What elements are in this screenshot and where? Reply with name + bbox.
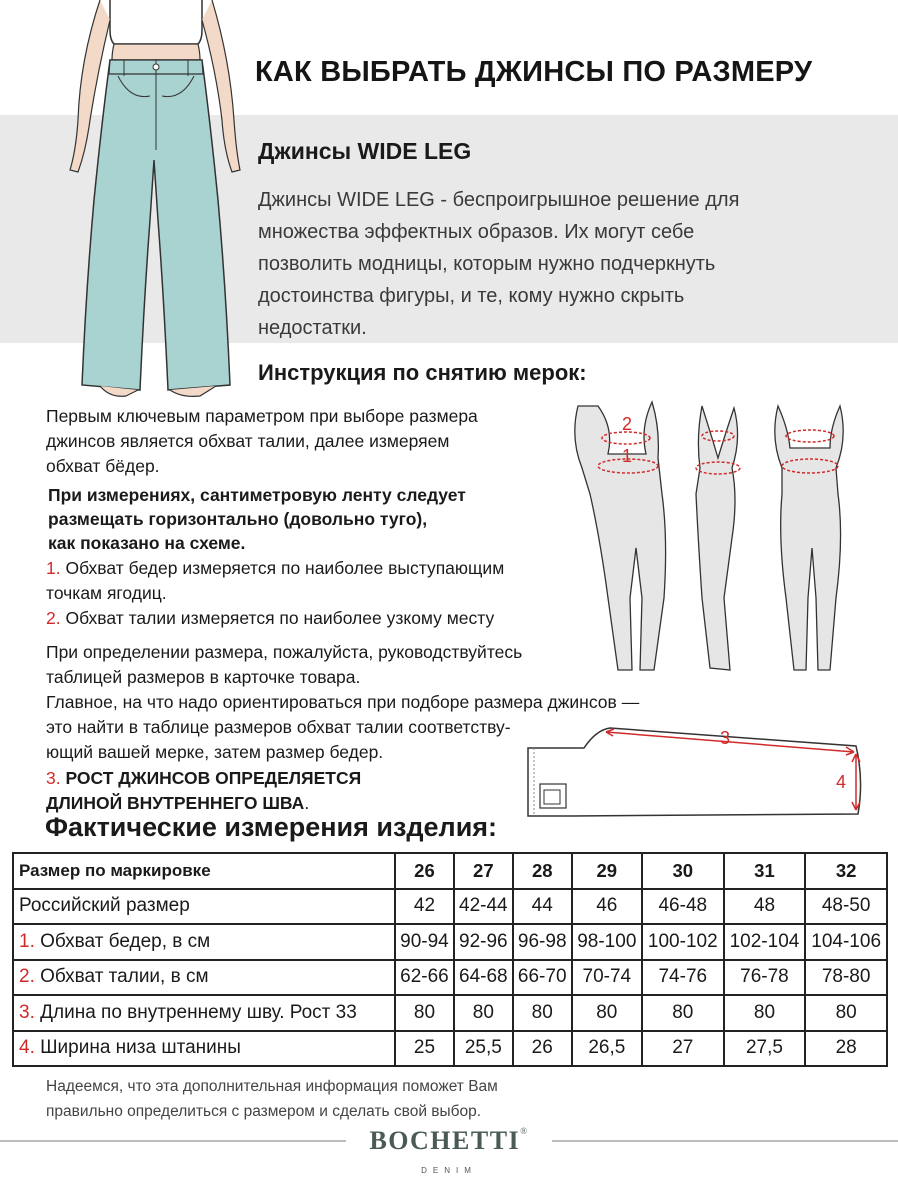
row-number: 1.: [19, 930, 35, 952]
row-label-text: Российский размер: [19, 895, 190, 917]
table-cell: 80: [805, 995, 887, 1031]
registered-mark: ®: [520, 1126, 529, 1136]
text-line: как показано на схеме.: [48, 533, 246, 553]
table-cell: 46-48: [642, 889, 724, 925]
size-header-cell: 32: [805, 853, 887, 889]
text-line: обхват бёдер.: [46, 456, 160, 476]
item-text: Обхват бедер измеряется по наиболее выступающим: [65, 558, 505, 578]
item-text: Обхват талии измеряется по наиболее узкому месту: [65, 608, 495, 628]
table-cell: 92-96: [454, 924, 513, 960]
item-text: РОСТ ДЖИНСОВ ОПРЕДЕЛЯЕТСЯ: [65, 768, 362, 788]
table-row: [13, 995, 887, 1031]
length-marker-label: 3: [720, 728, 731, 748]
row-label: [13, 924, 395, 960]
table-cell: 48: [724, 889, 806, 925]
text-line: [46, 766, 361, 791]
size-table: [12, 852, 888, 1067]
table-cell: 74-76: [642, 960, 724, 996]
table-cell: 102-104: [724, 924, 806, 960]
table-cell: 80: [724, 995, 806, 1031]
text-line: Первым ключевым параметром при выборе размера: [46, 406, 478, 426]
text-line: [46, 556, 504, 581]
footer-note: [46, 1074, 498, 1124]
table-cell: 80: [572, 995, 642, 1031]
row-label-text: Обхват талии, в см: [34, 966, 209, 988]
intro-line: позволить модницы, которым нужно подчеркнуть: [258, 253, 716, 275]
intro-line: Джинсы WIDE LEG - беспроигрышное решение для: [258, 189, 740, 211]
size-header-cell: 29: [572, 853, 642, 889]
brand-subline: DENIM: [421, 1166, 477, 1175]
text-line: джинсов является обхват талии, далее измеряем: [46, 431, 450, 451]
row-label-text: Обхват бедер, в см: [34, 930, 211, 952]
brand-name: BOCHETTI: [369, 1126, 521, 1155]
intro-paragraph: [258, 184, 858, 344]
table-cell: 25: [395, 1031, 454, 1067]
table-cell: 78-80: [805, 960, 887, 996]
intro-line: недостатки.: [258, 317, 367, 339]
table-cell: 25,5: [454, 1031, 513, 1067]
body-measurement-diagram: [560, 398, 850, 680]
jeans-flat-diagram: [520, 720, 880, 825]
table-cell: 96-98: [513, 924, 572, 960]
table-cell: 104-106: [805, 924, 887, 960]
row-label: [13, 1031, 395, 1067]
table-cell: 26: [513, 1031, 572, 1067]
table-cell: 42: [395, 889, 454, 925]
table-cell: 46: [572, 889, 642, 925]
table-cell: 44: [513, 889, 572, 925]
size-header-cell: 30: [642, 853, 724, 889]
row-number: 4.: [19, 1037, 35, 1059]
row-number: 2.: [19, 966, 35, 988]
table-cell: 64-68: [454, 960, 513, 996]
table-cell: 80: [454, 995, 513, 1031]
table-cell: 80: [642, 995, 724, 1031]
table-cell: 66-70: [513, 960, 572, 996]
hips-marker-label: 1: [622, 446, 633, 466]
item-number: 3.: [46, 768, 61, 788]
row-label-text: Ширина низа штанины: [34, 1037, 241, 1059]
table-row: [13, 1031, 887, 1067]
table-cell: 27,5: [724, 1031, 806, 1067]
hips-instruction: [46, 556, 504, 606]
size-header-cell: 28: [513, 853, 572, 889]
table-cell: 48-50: [805, 889, 887, 925]
size-header-cell: 26: [395, 853, 454, 889]
table-cell: 80: [513, 995, 572, 1031]
table-header-row: [13, 853, 887, 889]
table-row: [13, 924, 887, 960]
footer-divider-left: [0, 1140, 346, 1142]
measurements-table-title: Фактические измерения изделия:: [45, 812, 498, 842]
text-line: ющий вашей мерке, затем размер бедер.: [46, 742, 384, 762]
text-line: точкам ягодиц.: [46, 583, 167, 603]
size-header-cell: 31: [724, 853, 806, 889]
intro-line: множества эффектных образов. Их могут себе: [258, 221, 695, 243]
instructions-heading: Инструкция по снятию мерок:: [258, 360, 587, 385]
row-label-text: Длина по внутреннему шву. Рост 33: [34, 1001, 357, 1023]
length-instruction: [46, 766, 361, 816]
brand-logo: [364, 1126, 534, 1156]
table-cell: 26,5: [572, 1031, 642, 1067]
text-line: Надеемся, что эта дополнительная информация поможет Вам: [46, 1078, 498, 1095]
table-row: [13, 889, 887, 925]
row-label: [13, 995, 395, 1031]
text-line: При измерениях, сантиметровую ленту следует: [48, 485, 466, 505]
footer-divider-right: [552, 1140, 898, 1142]
size-header-cell: 27: [454, 853, 513, 889]
row-number: 3.: [19, 1001, 35, 1023]
intro-line: достоинства фигуры, и те, кому нужно скрыть: [258, 285, 685, 307]
item-number: 2.: [46, 608, 61, 628]
row-label: [13, 889, 395, 925]
table-cell: 76-78: [724, 960, 806, 996]
table-cell: 98-100: [572, 924, 642, 960]
table-cell: 27: [642, 1031, 724, 1067]
text-line: При определении размера, пожалуйста, руководствуйтесь: [46, 642, 523, 662]
text-line: Главное, на что надо ориентироваться при подборе размера джинсов —: [46, 692, 640, 712]
table-cell: 100-102: [642, 924, 724, 960]
product-subtitle: Джинсы WIDE LEG: [258, 138, 472, 164]
instructions-paragraph-1: [46, 404, 478, 479]
item-number: 1.: [46, 558, 61, 578]
text-line: правильно определиться с размером и сделать свой выбор.: [46, 1103, 482, 1120]
text-line: размещать горизонтально (довольно туго),: [48, 509, 428, 529]
wide-leg-jeans-illustration: [40, 0, 270, 400]
table-cell: 90-94: [395, 924, 454, 960]
text-line: таблицей размеров в карточке товара.: [46, 667, 361, 687]
table-cell: 42-44: [454, 889, 513, 925]
instructions-bold-note: [48, 483, 466, 555]
row-label: [13, 960, 395, 996]
hem-marker-label: 4: [836, 772, 847, 792]
page-title: КАК ВЫБРАТЬ ДЖИНСЫ ПО РАЗМЕРУ: [255, 56, 813, 88]
header-label-cell: Размер по маркировке: [13, 853, 395, 889]
text-line: [46, 606, 494, 631]
waist-marker-label: 2: [622, 414, 633, 434]
waist-instruction: [46, 606, 494, 631]
item-text: ДЛИНОЙ ВНУТРЕННЕГО ШВА: [46, 793, 305, 813]
text-line: это найти в таблице размеров обхват талии соответству-: [46, 717, 511, 737]
table-cell: 62-66: [395, 960, 454, 996]
table-cell: 28: [805, 1031, 887, 1067]
table-cell: 80: [395, 995, 454, 1031]
table-row: [13, 960, 887, 996]
table-cell: 70-74: [572, 960, 642, 996]
item-dot: .: [304, 793, 310, 813]
